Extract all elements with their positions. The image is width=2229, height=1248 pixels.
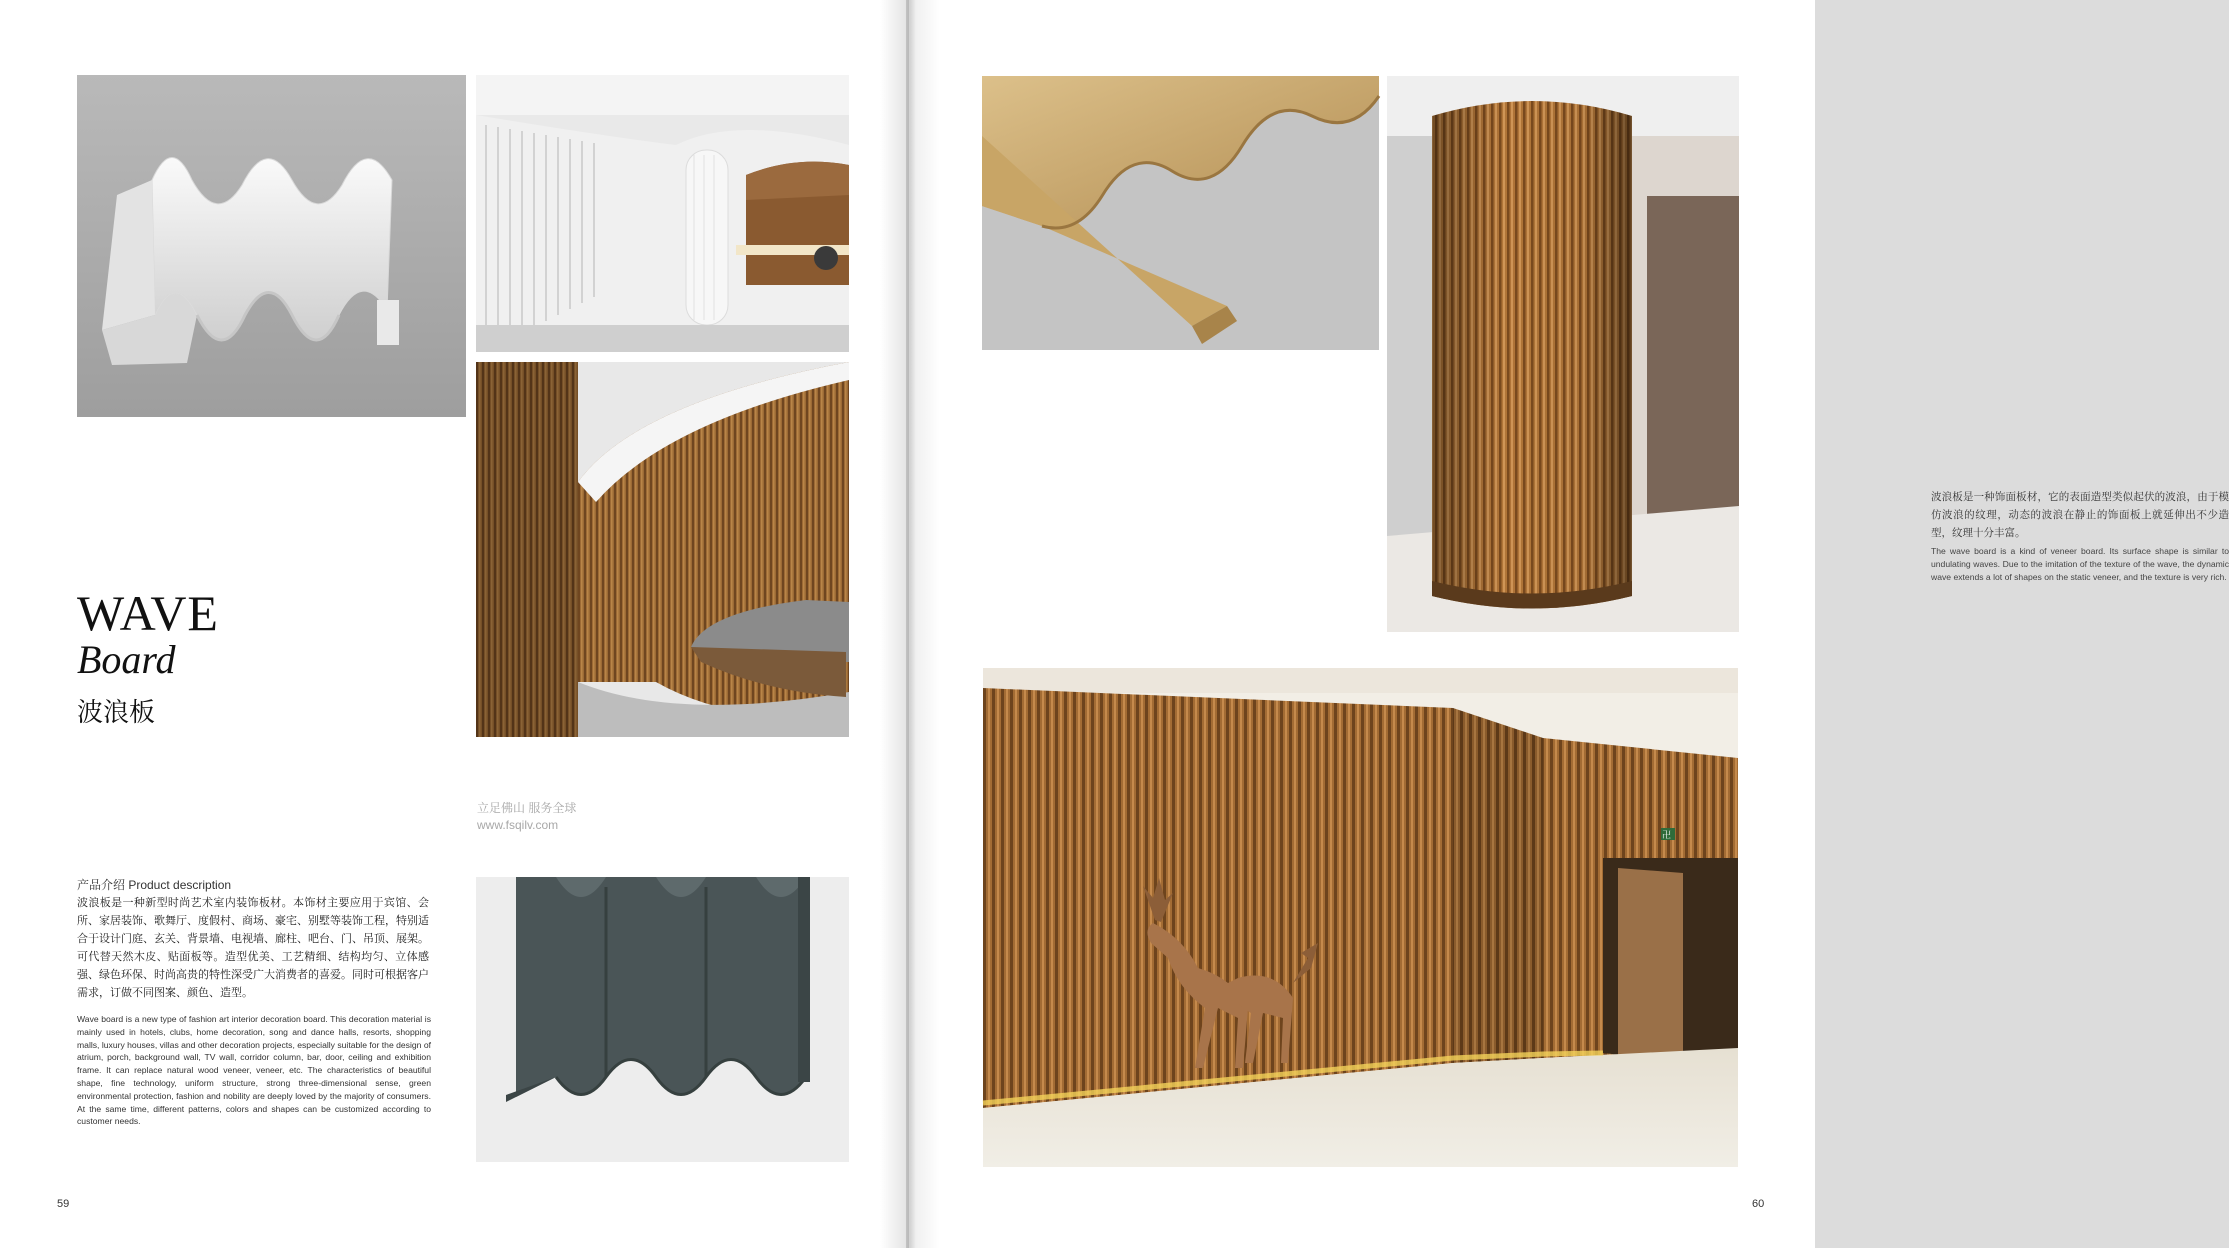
wave-board-intro-chinese: 波浪板是一种饰面板材，它的表面造型类似起伏的波浪，由于模仿波浪的纹理，动态的波浪在静止的饰面板上就延伸出不少造型，纹理十分丰富。 — [1931, 491, 2229, 539]
watermark-url: www.fsqilv.com — [477, 818, 559, 832]
wave-board-intro-english: The wave board is a kind of veneer board. Its surface shape is similar to undulating waves. Due to the imitation of the texture of the wave, the dynamic wave extends a lot of shapes on the static veneer, and the texture is very rich. — [1931, 546, 2229, 582]
watermark — [477, 800, 576, 834]
right-page — [909, 0, 2229, 1248]
title-board: Board — [77, 637, 176, 682]
product-description-heading: 产品介绍 Product description — [77, 878, 232, 892]
slate-wave-board-photo — [476, 877, 849, 1162]
title-chinese: 波浪板 — [77, 698, 156, 728]
left-page — [0, 0, 906, 1248]
exit-sign: 卍 — [1662, 830, 1672, 840]
product-description-english: Wave board is a new type of fashion art interior decoration board. This decoration material is mainly used in hotels, clubs, home decoration, song and dance halls, resorts, shopping malls, luxury houses, villas and other decoration projects, especially suitable for the design of atrium, porch, background wall, TV wall, corridor column, bar, door, ceiling and exhibition frame. It can replace natural wood veneer, veneer, etc. The characteristics of beautiful shape, fine technology, uniform structure, strong three-dimensional sense, green environmental protection, fashion and nobility are deeply loved by the majority of consumers. At the same time, different patterns, colors and shapes can be customized according to customer needs. — [77, 1014, 431, 1127]
page-number-right: 60 — [1752, 1198, 1765, 1210]
white-wave-board-photo — [77, 75, 466, 417]
lobby-deer-sculpture-photo — [983, 668, 1738, 1167]
title-wave: WAVE — [77, 585, 219, 641]
brown-fluted-column-photo — [1387, 76, 1739, 632]
gold-wave-board-photo — [982, 76, 1379, 350]
product-description-chinese: 波浪板是一种新型时尚艺术室内装饰板材。本饰材主要应用于宾馆、会所、家居装饰、歌舞厅、度假村、商场、豪宅、别墅等装饰工程，特别适合于设计门庭、玄关、背景墙、电视墙、廊柱、吧台、门、吊顶、展架。可代替天然木皮、贴面板等。造型优美、工艺精细、结构均匀、立体感强、绿色环保、时尚高贵的特性深受广大消费者的喜爱。同时可根据客户需求，订做不同图案、颜色、造型。 — [77, 896, 429, 999]
white-fluted-interior-photo — [476, 75, 849, 352]
brown-fluted-lounge-photo — [476, 362, 849, 737]
page-number-left: 59 — [57, 1198, 70, 1210]
watermark-slogan: 立足佛山 服务全球 — [477, 801, 577, 815]
